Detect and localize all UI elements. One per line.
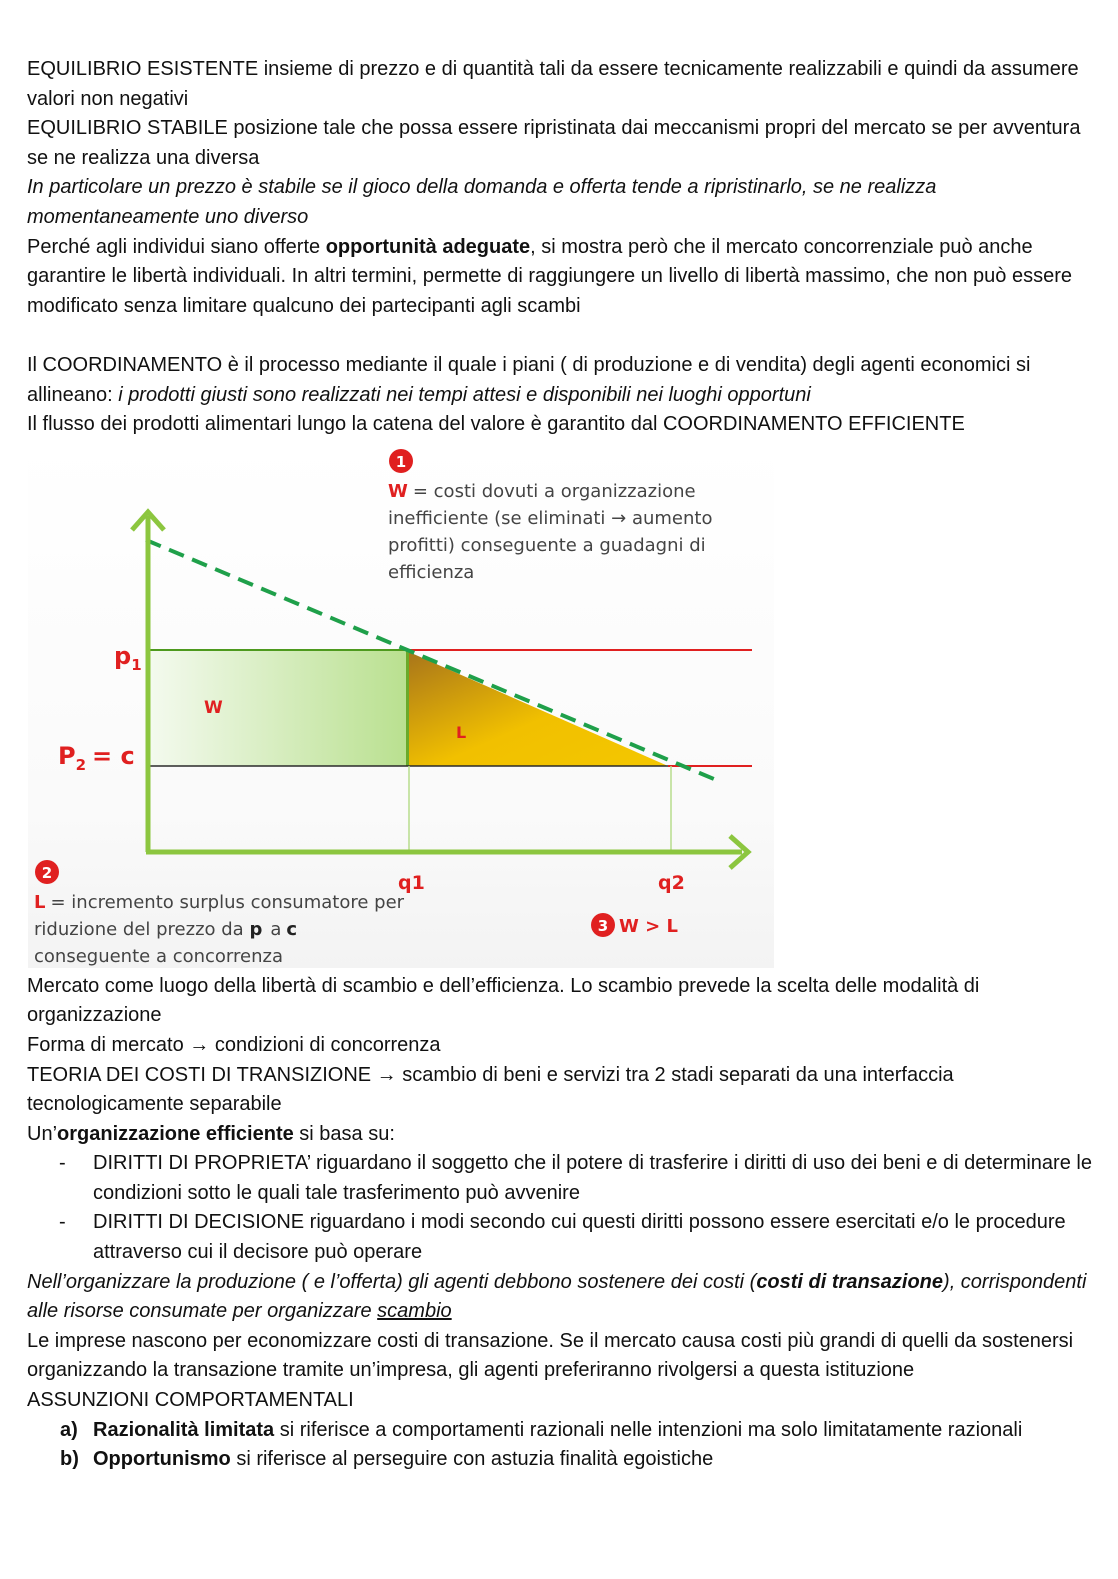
paragraph-costi-transazione: Nell’organizzare la produzione ( e l’offerta) gli agenti debbono sostenere dei costi (costi di transazione), corrispondenti alle risorse consumate per organizzare scambio: [27, 1270, 1087, 1323]
svg-text:1: 1: [395, 452, 407, 471]
paragraph-equilibrio-esistente: EQUILIBRIO ESISTENTE insieme di prezzo e di quantità tali da essere tecnicamente realizzabili e quindi da assumere valori non negativi: [27, 58, 1079, 110]
blank-line: [27, 321, 1097, 351]
list-item: b) Opportunismo si riferisce al perseguire con astuzia finalità egoistiche: [60, 1448, 714, 1471]
label-p2: $P_2 = c$: [58, 741, 135, 774]
note2-line2: riduzione del prezzo da p a c: [34, 918, 298, 940]
paragraph-flusso-prodotti: Il flusso dei prodotti alimentari lungo la catena del valore è garantito dal COORDINAMENTO EFFICIENTE: [27, 413, 965, 436]
svg-text:2: 2: [41, 863, 53, 882]
label-l: L: [456, 722, 467, 742]
note2-line1: L = incremento surplus consumatore per: [34, 891, 405, 913]
paragraph-equilibrio-stabile: EQUILIBRIO STABILE posizione tale che possa essere ripristinata dai meccanismi propri del mercato se per avventura se ne realizza una diversa: [27, 117, 1081, 169]
bold-organizzazione-efficiente: organizzazione efficiente: [57, 1122, 294, 1145]
bold-costi-di-transazione: costi di transazione: [756, 1270, 944, 1293]
note1-line2: inefficiente (se eliminati → aumento: [388, 507, 713, 529]
list-item: a) Razionalità limitata si riferisce a comportamenti razionali nelle intenzioni ma solo limitatamente razionali: [60, 1418, 1023, 1441]
w-area: [148, 650, 408, 766]
paragraph-opportunita: Perché agli individui siano offerte opportunità adeguate, si mostra però che il mercato concorrenziale può anche garantire le libertà individuali. In altri termini, permette di raggiungere un livello di libertà massimo, che non può essere modificato senza limitare qualcuno dei partecipanti agli scambi: [27, 235, 1072, 317]
svg-text:3: 3: [597, 916, 609, 935]
term-equilibrio-stabile: EQUILIBRIO STABILE: [27, 117, 228, 140]
term-equilibrio-esistente: EQUILIBRIO ESISTENTE: [27, 58, 259, 80]
label-p1: $p_1$: [114, 641, 142, 674]
note1-line3: profitti) conseguente a guadagni di: [388, 534, 706, 556]
underlined-scambio: scambio: [377, 1300, 452, 1323]
document-page: [27, 55, 1097, 1475]
note3-text: W > L: [619, 915, 678, 937]
paragraph-organizzazione: Un’organizzazione efficiente si basa su:: [27, 1122, 395, 1145]
rights-list: [27, 1149, 1097, 1267]
heading-assunzioni: ASSUNZIONI COMPORTAMENTALI: [27, 1389, 354, 1412]
paragraph-teoria-costi: TEORIA DEI COSTI DI TRANSIZIONE → scambio di beni e servizi tra 2 stadi separati da una interfaccia tecnologicamente separabile: [27, 1063, 954, 1116]
label-w: W: [204, 697, 223, 718]
efficiency-diagram: [28, 442, 774, 968]
note2-line3: conseguente a concorrenza: [34, 945, 283, 967]
bold-opportunita-adeguate: opportunità adeguate: [325, 235, 531, 258]
paragraph-mercato: Mercato come luogo della libertà di scambio e dell’efficienza. Lo scambio prevede la scelta delle modalità di organizzazione: [27, 974, 980, 1027]
note1-line1: W = costi dovuti a organizzazione: [388, 480, 696, 502]
diagram-svg: [28, 442, 774, 968]
paragraph-coordinamento: Il COORDINAMENTO è il processo mediante il quale i piani ( di produzione e di vendita) degli agenti economici si allineano: i prodotti giusti sono realizzati nei tempi attesi e disponibili nei luoghi opportuni: [27, 353, 1031, 406]
paragraph-forma-mercato: Forma di mercato → condizioni di concorrenza: [27, 1033, 441, 1056]
list-item: - DIRITTI DI PROPRIETA’ riguardano il soggetto che il potere di trasferire i diritti di uso dei beni e di determinare le condizioni sotto le quali tale trasferimento può avvenire: [59, 1152, 1092, 1204]
paragraph-imprese: Le imprese nascono per economizzare costi di transazione. Se il mercato causa costi più grandi di quelli da sostenersi organizzando la transazione tramite un’impresa, gli agenti preferiranno rivolgersi a questa istituzione: [27, 1329, 1074, 1382]
paragraph-prezzo-stabile: In particolare un prezzo è stabile se il gioco della domanda e offerta tende a ripristinarlo, se ne realizza momentaneamente uno diverso: [27, 176, 937, 228]
note1-line4: efficienza: [388, 561, 475, 583]
assumptions-list: [27, 1416, 1097, 1475]
label-q2: q2: [658, 871, 685, 894]
label-q1: q1: [398, 871, 425, 894]
list-item: - DIRITTI DI DECISIONE riguardano i modi secondo cui questi diritti possono essere esercitati e/o le procedure attraverso cui il decisore può operare: [59, 1211, 1066, 1264]
